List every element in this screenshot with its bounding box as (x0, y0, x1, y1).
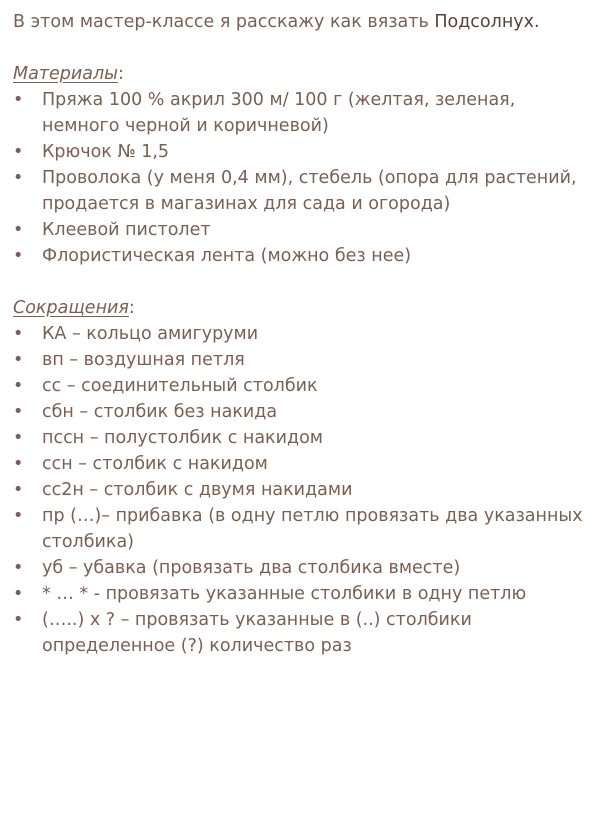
list-item-text: Крючок № 1,5 (42, 142, 170, 162)
intro-paragraph (13, 9, 590, 35)
list-item (13, 373, 590, 399)
list-item (13, 477, 590, 503)
list-item-text: * … * - провязать указанные столбики в одну петлю (42, 584, 527, 604)
bullet-icon: • (13, 558, 24, 578)
list-item (13, 243, 590, 269)
bullet-icon: • (13, 376, 24, 396)
list-item-text: сс2н – столбик с двумя накидами (42, 480, 353, 500)
bullet-icon: • (13, 246, 24, 266)
list-item (13, 347, 590, 373)
list-item (13, 139, 590, 165)
materials-colon: : (118, 64, 124, 84)
bullet-icon: • (13, 402, 24, 422)
bullet-icon: • (13, 142, 24, 162)
bullet-icon: • (13, 324, 24, 344)
list-item-text: уб – убавка (провязать два столбика вместе) (42, 558, 461, 578)
intro-emphasis: Подсолнух. (434, 12, 540, 32)
abbreviations-title: Сокращения (13, 298, 129, 318)
bullet-icon: • (13, 480, 24, 500)
list-item (13, 555, 590, 581)
list-item-text: Пряжа 100 % акрил 300 м/ 100 г (желтая, зеленая, немного черной и коричневой) (42, 90, 516, 136)
bullet-icon: • (13, 168, 24, 188)
list-item-text: пссн – полустолбик с накидом (42, 428, 323, 448)
bullet-icon: • (13, 220, 24, 240)
bullet-icon: • (13, 454, 24, 474)
list-item-text: (…..) х ? – провязать указанные в (..) столбики определенное (?) количество раз (42, 610, 472, 656)
list-item-text: Флористическая лента (можно без нее) (42, 246, 412, 266)
bullet-icon: • (13, 90, 24, 110)
list-item-text: сс – соединительный столбик (42, 376, 318, 396)
list-item-text: Клеевой пистолет (42, 220, 211, 240)
list-item-text: КА – кольцо амигуруми (42, 324, 259, 344)
list-item (13, 425, 590, 451)
bullet-icon: • (13, 584, 24, 604)
bullet-icon: • (13, 506, 24, 526)
abbreviations-colon: : (128, 298, 135, 318)
list-item (13, 321, 590, 347)
list-item (13, 503, 590, 555)
list-item (13, 399, 590, 425)
abbreviations-list (13, 321, 590, 659)
bullet-icon: • (13, 428, 24, 448)
abbreviations-section (13, 295, 590, 659)
bullet-icon: • (13, 610, 24, 630)
abbreviations-heading (13, 295, 590, 321)
intro-text: В этом мастер-классе я расскажу как вязать (13, 12, 435, 32)
list-item (13, 217, 590, 243)
materials-title: Материалы (13, 64, 118, 84)
list-item (13, 581, 590, 607)
list-item-text: ссн – столбик с накидом (42, 454, 268, 474)
list-item-text: Проволока (у меня 0,4 мм), стебель (опора для растений, продается в магазинах для сада и огорода) (42, 168, 577, 214)
list-item (13, 451, 590, 477)
materials-section (13, 61, 590, 269)
list-item (13, 87, 590, 139)
materials-heading (13, 61, 590, 87)
list-item-text: вп – воздушная петля (42, 350, 245, 370)
materials-list (13, 87, 590, 269)
list-item-text: пр (…)– прибавка (в одну петлю провязать два указанных столбика) (42, 506, 583, 552)
list-item-text: сбн – столбик без накида (42, 402, 278, 422)
list-item (13, 165, 590, 217)
bullet-icon: • (13, 350, 24, 370)
list-item (13, 607, 590, 659)
